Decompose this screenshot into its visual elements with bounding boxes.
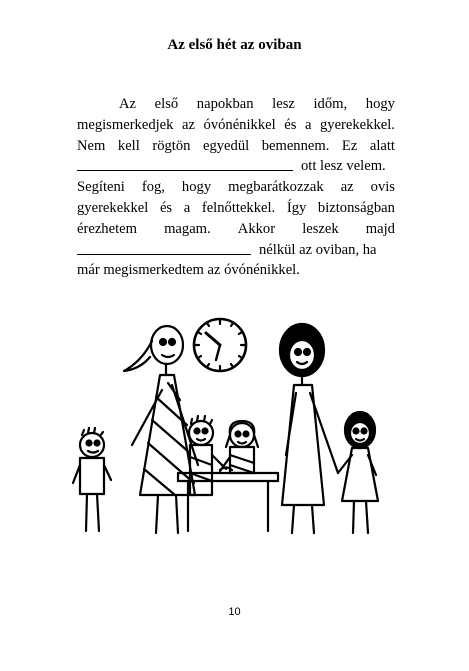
word: az (340, 179, 354, 196)
text-line-5 (77, 177, 395, 198)
word: és (159, 199, 173, 216)
child-left-figure (73, 428, 111, 531)
word: megismerkedjek (77, 116, 174, 133)
word: leszek (302, 220, 339, 237)
word: gyerekekkel. (319, 116, 395, 133)
word: érezhetem (77, 220, 137, 237)
fill-in-blank-2[interactable] (77, 240, 251, 255)
word: majd (365, 220, 395, 237)
story-paragraph (77, 94, 395, 281)
text-line-2 (77, 115, 395, 136)
word: Ez (341, 137, 358, 154)
word: a (304, 116, 312, 133)
word: napokban (196, 96, 254, 112)
word: Nem (77, 137, 106, 154)
page-title: Az első hét az oviban (167, 37, 302, 53)
teacher-left-figure (124, 326, 198, 533)
word: gyerekekkel (77, 199, 149, 216)
word: időm, (313, 96, 348, 112)
word: magam. (164, 220, 211, 237)
page-number: 10 (228, 606, 241, 618)
child-seated-right-figure (220, 421, 258, 473)
text-line-8 (77, 240, 395, 261)
word: rögtön (152, 137, 191, 154)
word: ovis (370, 179, 395, 196)
word: biztonságban (317, 199, 395, 216)
word: óvónénikkel (203, 116, 276, 133)
word: egyedül (202, 137, 250, 154)
line-text: már megismerkedtem az óvónénikkel. (77, 262, 300, 279)
word: felnőttekkel. (201, 199, 276, 216)
text-line-7 (77, 219, 395, 240)
text-line-6 (77, 198, 395, 219)
word: és (284, 116, 297, 133)
word: hogy (181, 179, 212, 196)
teacher-right-figure (280, 324, 338, 533)
word: Akkor (237, 220, 276, 237)
clock-icon (194, 319, 246, 371)
word: fog, (141, 179, 165, 196)
fill-in-blank-1[interactable] (77, 156, 293, 171)
table (178, 468, 278, 532)
line-text: ott lesz velem. (301, 158, 386, 175)
text-line-4 (77, 156, 395, 177)
line-text: nélkül az oviban, ha (259, 241, 377, 258)
word: megbarátkozzak (228, 179, 324, 196)
text-line-1 (77, 94, 395, 115)
classroom-illustration (70, 305, 400, 540)
text-line-3 (77, 136, 395, 157)
word: a (183, 199, 191, 216)
text-line-9 (77, 260, 395, 281)
word: alatt (369, 137, 395, 154)
word: bemennem. (261, 137, 330, 154)
child-right-figure (338, 412, 378, 533)
word: első (154, 96, 179, 112)
word: hogy (365, 96, 395, 112)
word: az (182, 116, 195, 133)
word: Az (119, 96, 137, 112)
word: lesz (272, 96, 295, 112)
word: kell (117, 137, 140, 154)
word: Így (286, 199, 307, 216)
word: Segíteni (77, 179, 125, 196)
